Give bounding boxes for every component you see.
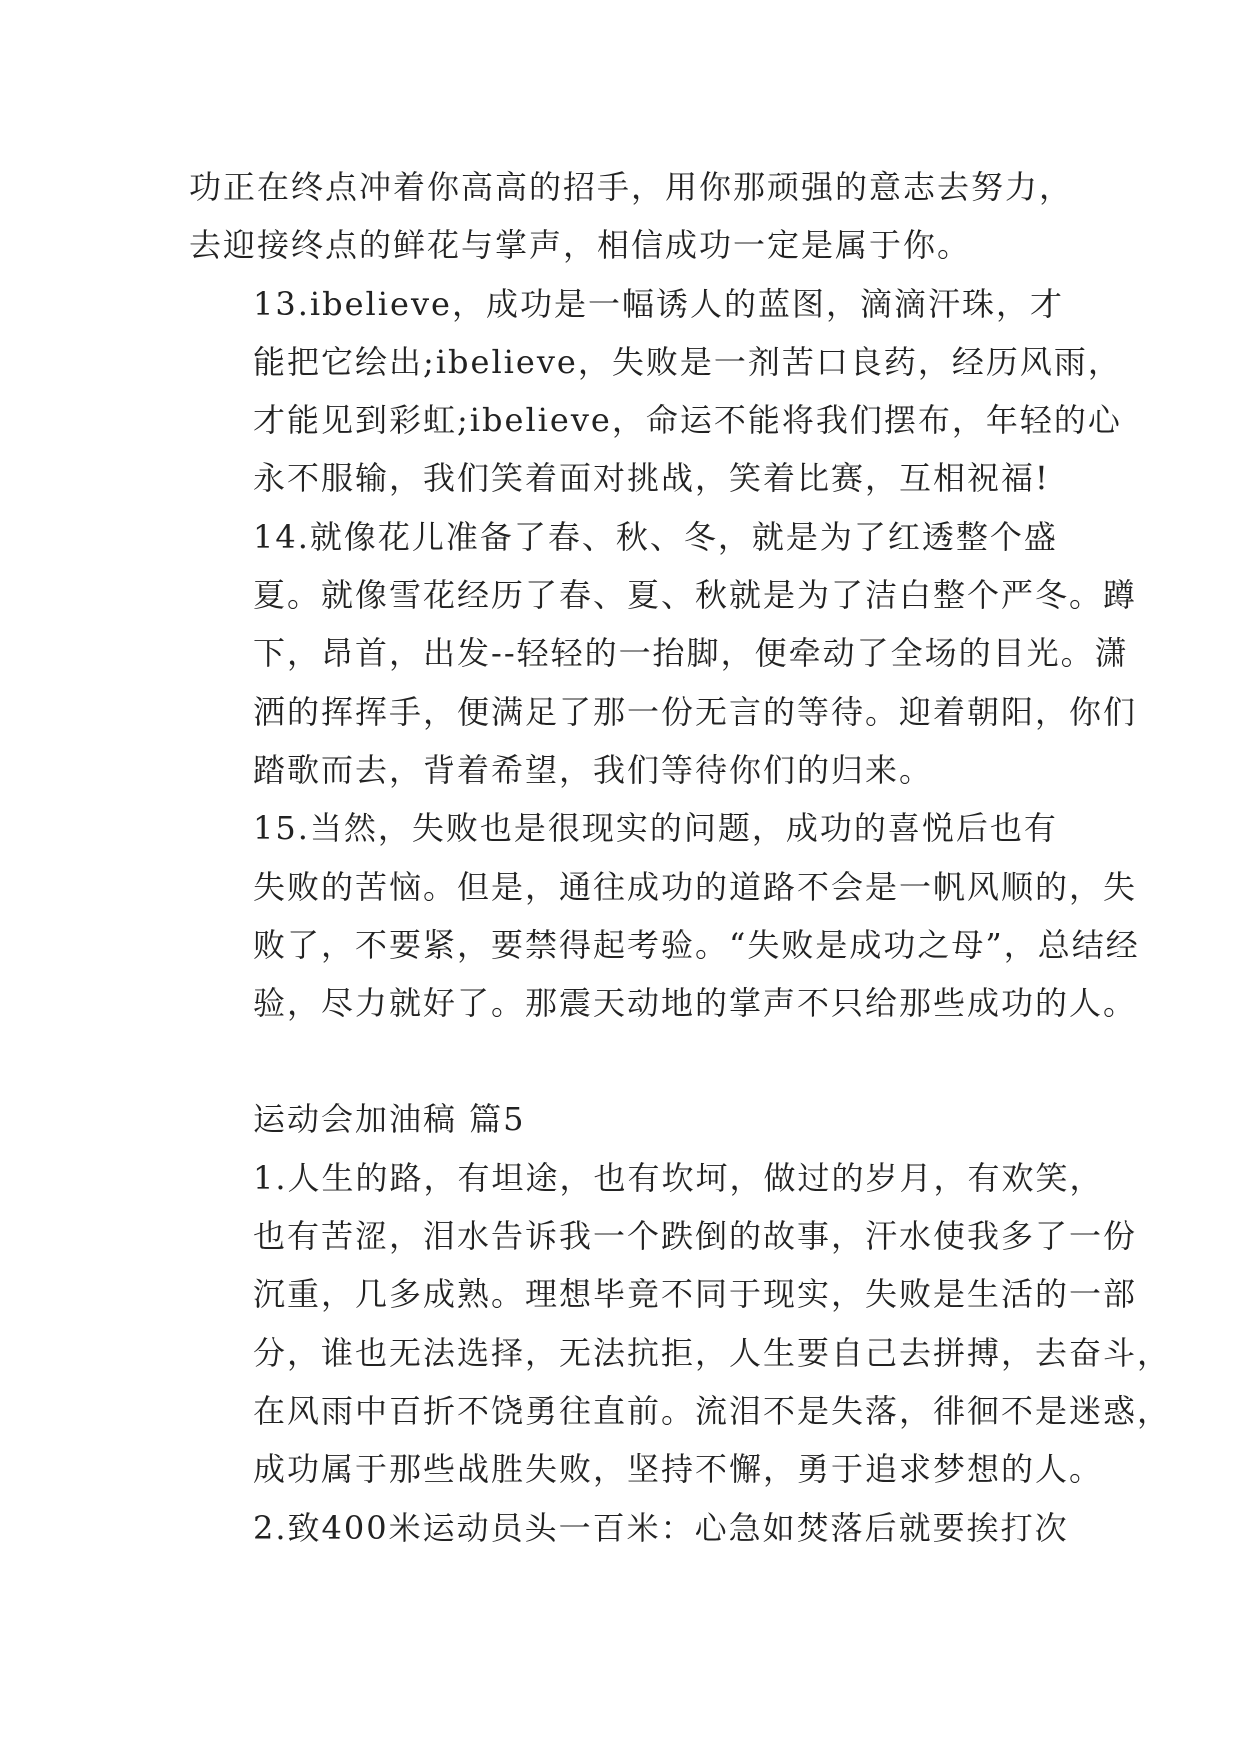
text-line: 14.就像花儿准备了春、秋、冬，就是为了红透整个盛 (253, 517, 1058, 556)
text-line: 15.当然，失败也是很现实的问题，成功的喜悦后也有 (253, 809, 1058, 848)
paragraph-item-2 (189, 1499, 1069, 1557)
paragraph-item-1 (189, 1149, 1172, 1499)
text-line: 功正在终点冲着你高高的招手，用你那顽强的意志去努力， (189, 168, 1074, 206)
text-line: 才能见到彩虹;ibelieve，命运不能将我们摆布，年轻的心 (253, 401, 1122, 440)
paragraph-item-14 (189, 508, 1138, 799)
text-line: 踏歌而去，背着希望，我们等待你们的归来。 (253, 750, 934, 789)
text-line: 能把它绘出;ibelieve，失败是一剂苦口良药，经历风雨， (253, 342, 1122, 381)
section-heading (189, 1090, 1069, 1148)
text-line: 分，谁也无法选择，无法抗拒，人生要自己去拼搏，去奋斗， (253, 1333, 1172, 1372)
text-line: 永不服输，我们笑着面对挑战，笑着比赛，互相祝福! (253, 459, 1050, 498)
text-line: 也有苦涩，泪水告诉我一个跌倒的故事，汗水使我多了一份 (253, 1217, 1138, 1256)
text-line: 失败的苦恼。但是，通往成功的道路不会是一帆风顺的，失 (253, 867, 1138, 906)
text-line: 13.ibelieve，成功是一幅诱人的蓝图，滴滴汗珠，才 (253, 284, 1064, 323)
text-line: 在风雨中百折不饶勇往直前。流泪不是失落，徘徊不是迷惑， (253, 1391, 1172, 1430)
text-line: 夏。就像雪花经历了春、夏、秋就是为了洁白整个严冬。蹲 (253, 576, 1138, 615)
document-body (189, 158, 1172, 1557)
text-line: 成功属于那些战胜失败，坚持不懈，勇于追求梦想的人。 (253, 1450, 1104, 1489)
text-line: 败了，不要紧，要禁得起考验。“失败是成功之母”，总结经 (253, 925, 1140, 964)
paragraph-continuation (189, 158, 1074, 275)
text-line: 1.人生的路，有坦途，也有坎坷，做过的岁月，有欢笑， (253, 1158, 1104, 1197)
text-line: 沉重，几多成熟。理想毕竟不同于现实，失败是生活的一部 (253, 1275, 1138, 1314)
text-line: 洒的挥挥手，便满足了那一份无言的等待。迎着朝阳，你们 (253, 692, 1138, 731)
heading-text: 运动会加油稿 篇5 (253, 1100, 526, 1139)
paragraph-item-15 (189, 799, 1140, 1032)
text-line: 2.致400米运动员头一百米：心急如焚落后就要挨打次 (253, 1508, 1069, 1547)
text-line: 验，尽力就好了。那震天动地的掌声不只给那些成功的人。 (253, 984, 1138, 1023)
paragraph-item-13 (189, 275, 1122, 508)
text-line: 去迎接终点的鲜花与掌声，相信成功一定是属于你。 (189, 226, 972, 265)
text-line: 下，昂首，出发--轻轻的一抬脚，便牵动了全场的目光。潇 (253, 634, 1129, 673)
